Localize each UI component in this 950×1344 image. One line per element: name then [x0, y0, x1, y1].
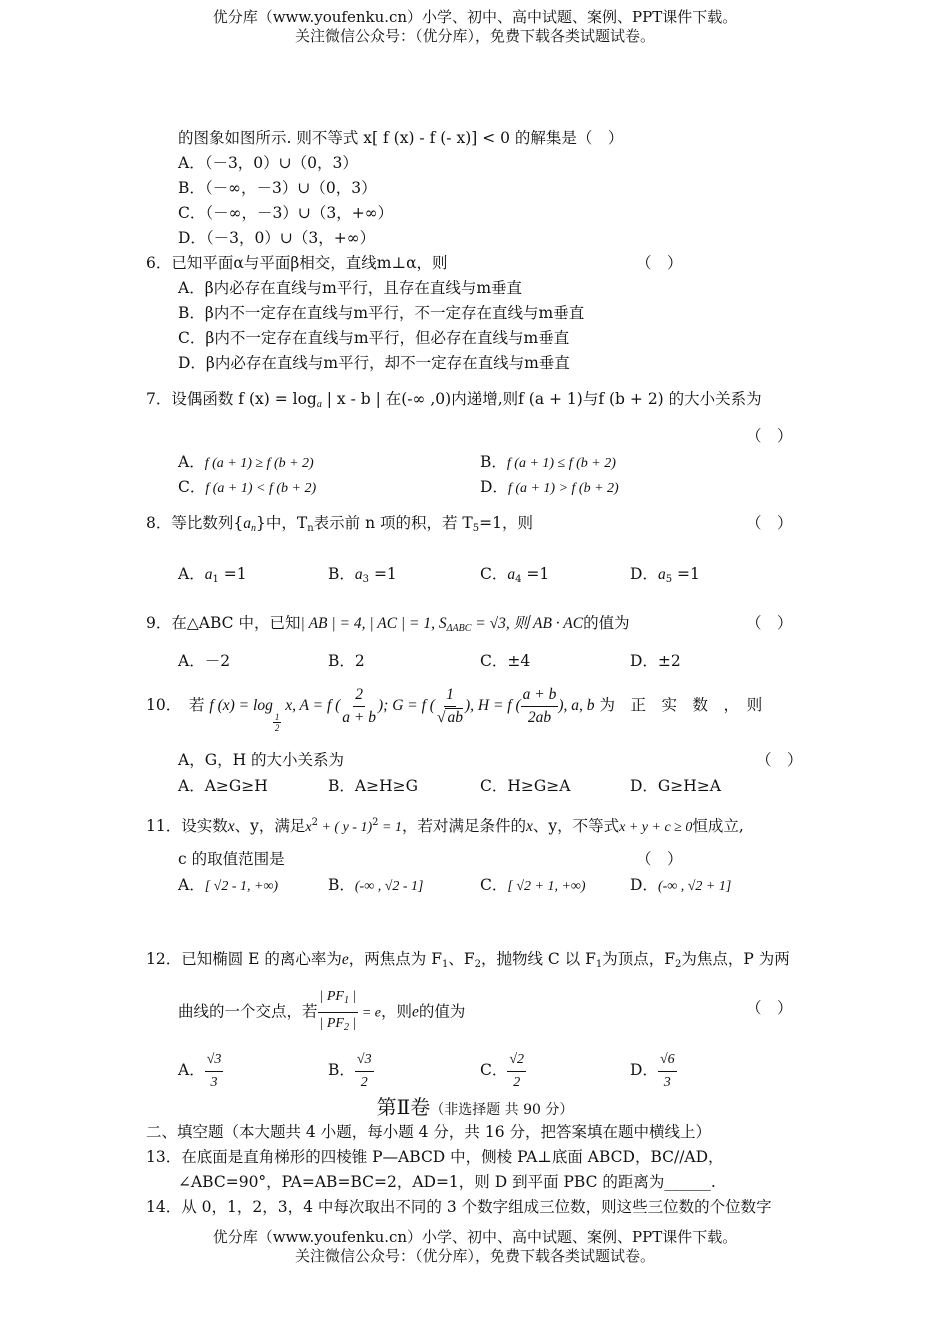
q6-stem: 6．已知平面α与平面β相交，直线m⊥α，则 [146, 254, 448, 272]
q10-log-base: $\frac{1}{2}$ [274, 712, 280, 733]
q13-line2: ∠ABC=90°，PA=AB=BC=2，AD=1，则 D 到平面 PBC 的距离为______. [178, 1173, 716, 1191]
q6-option-b: B．β内不一定存在直线与m平行，不一定存在直线与m垂直 [178, 304, 585, 322]
q12-option-c: C． $\frac{√2}{2}$ [480, 1048, 526, 1094]
section2-heading: 二、填空题（本大题共 4 小题，每小题 4 分，共 16 分，把答案填在题中横线上） [146, 1123, 712, 1141]
footer-line-2: 关注微信公众号：（优分库），免费下载各类试题试卷。 [294, 1247, 655, 1265]
q7-stem: 7．设偶函数 f $(x) = \log_a$ | x - b | 在(-∞ ,0)内递增,则f (a + 1)与f (b + 2) 的大小关系为 [146, 390, 762, 410]
q8-option-b: B．$a_3 =1$ [328, 565, 397, 585]
q12-stem-line1: 12．已知椭圆 E 的离心率为e，两焦点为 $F_1$、$F_2$，抛物线 C 以 $F_1$为顶点，$F_2$为焦点，P 为两 [146, 950, 790, 970]
q6-answer-paren: （ ） [636, 254, 683, 272]
q6-option-d: D．β内必存在直线与m平行，却不一定存在直线与m垂直 [178, 354, 570, 372]
q5-option-c: C．（－∞，－3）∪（3，+∞） [178, 204, 394, 222]
q9-stem: 9．在△ABC 中，已知| AB | = 4, | AC | = 1, $S_{\Delta ABC} = √3$, 则 AB · AC的值为 [146, 614, 630, 634]
q11-line2: c 的取值范围是 [178, 850, 285, 868]
q9-answer-paren: （ ） [746, 614, 793, 632]
q9-option-d: D．±2 [630, 652, 681, 670]
q10-option-c: C．H≥G≥A [480, 777, 571, 795]
q14-line1: 14．从 0，1，2，3，4 中每次取出不同的 3 个数字组成三位数，则这些三位数的个位数字 [146, 1198, 772, 1216]
q5-option-b: B．（－∞，－3）∪（0，3） [178, 179, 377, 197]
header-line-2: 关注微信公众号：（优分库），免费下载各类试题试卷。 [294, 27, 655, 45]
q9-option-a: A．－2 [178, 652, 231, 670]
q11-option-c: C．[ √2 + 1, +∞) [480, 876, 586, 894]
q5-stem: 的图象如图所示. 则不等式 x[ f (x) - f (- x)] < 0 的解集是（ ） [178, 129, 624, 147]
q7-answer-paren: （ ） [746, 427, 793, 445]
q10-stem: 10． 若 f (x) = log $\frac{1}{2}$ x, A = f ( $\frac{2}{a + b}$ ); G = f ( $\frac{1}{√ ab}$ ), H = f ( $\frac{a + b}{2ab}$ ), a, b 为 正 实 数 ， 则 [146, 685, 763, 733]
q10-frac-a: $\frac{2}{a + b}$ [342, 685, 377, 726]
q10-answer-paren: （ ） [756, 751, 803, 769]
q12-fraction: $\frac{| PF_1 |}{| PF_2 |}$ [318, 986, 359, 1039]
q12-option-a: A． $\frac{√3}{3}$ [178, 1048, 223, 1094]
q10-option-b: B．A≥H≥G [328, 777, 418, 795]
q10-frac-g: $\frac{1}{√ ab}$ [436, 685, 463, 726]
q5-option-a: A．（－3，0）∪（0，3） [178, 154, 358, 172]
q12-answer-paren: （ ） [746, 999, 793, 1017]
q6-option-c: C．β内不一定存在直线与m平行，但必存在直线与m垂直 [178, 329, 570, 347]
page-header [0, 8, 950, 46]
q6-option-a: A．β内必存在直线与m平行，且存在直线与m垂直 [178, 279, 523, 297]
q8-option-d: D．$a_5 =1$ [630, 565, 700, 585]
q7-option-c: C．f (a + 1) < f (b + 2) [178, 478, 317, 496]
q10-frac-h: $\frac{a + b}{2ab}$ [522, 685, 557, 726]
footer-line-1: 优分库（www.youfenku.cn）小学、初中、高中试题、案例、PPT课件下载。 [212, 1228, 738, 1246]
q9-option-c: C．±4 [480, 652, 531, 670]
q7-option-a: A．f (a + 1) ≥ f (b + 2) [178, 453, 314, 471]
header-line-1: 优分库（www.youfenku.cn）小学、初中、高中试题、案例、PPT课件下载。 [212, 8, 738, 26]
q9-option-b: B．2 [328, 652, 365, 670]
q11-option-d: D．(-∞ , √2 + 1] [630, 876, 732, 894]
q12-option-d: D． $\frac{√6}{3}$ [630, 1048, 677, 1094]
q5-option-d: D．（－3，0）∪（3，+∞） [178, 229, 376, 247]
q10-line2: A，G，H 的大小关系为 [178, 751, 345, 769]
page-footer [0, 1228, 950, 1266]
q11-option-b: B．(-∞ , √2 - 1] [328, 876, 424, 894]
q7-option-d: D．f (a + 1) > f (b + 2) [480, 478, 619, 496]
q11-stem: 11．设实数x、y，满足$x^2$ + ( y - 1)$^2$ = 1，若对满足条件的x、y，不等式x + y + c ≥ 0恒成立, [146, 817, 744, 835]
q12-stem-line2: 曲线的一个交点，若 $\frac{| PF_1 |}{| PF_2 |}$ = e，则e的值为 [178, 986, 465, 1039]
q8-option-a: A．$a_1 =1$ [178, 565, 247, 585]
q11-answer-paren: （ ） [636, 850, 683, 868]
q8-stem: 8．等比数列$\{a_n\}$中，$T_n$表示前 n 项的积，若 $T_5=1$，则 [146, 514, 533, 534]
q8-option-c: C．$a_4 =1$ [480, 565, 550, 585]
q12-option-b: B． $\frac{√3}{2}$ [328, 1048, 374, 1094]
part2-title: 第Ⅱ卷（非选择题 共 90 分） [376, 1095, 574, 1119]
q10-option-d: D．G≥H≥A [630, 777, 721, 795]
q7-option-b: B．f (a + 1) ≤ f (b + 2) [480, 453, 616, 471]
q11-option-a: A．[ √2 - 1, +∞) [178, 876, 279, 894]
q8-answer-paren: （ ） [746, 514, 793, 532]
q10-option-a: A．A≥G≥H [178, 777, 268, 795]
q13-line1: 13．在底面是直角梯形的四棱锥 P—ABCD 中，侧棱 PA⊥底面 ABCD，BC//AD， [146, 1148, 724, 1166]
